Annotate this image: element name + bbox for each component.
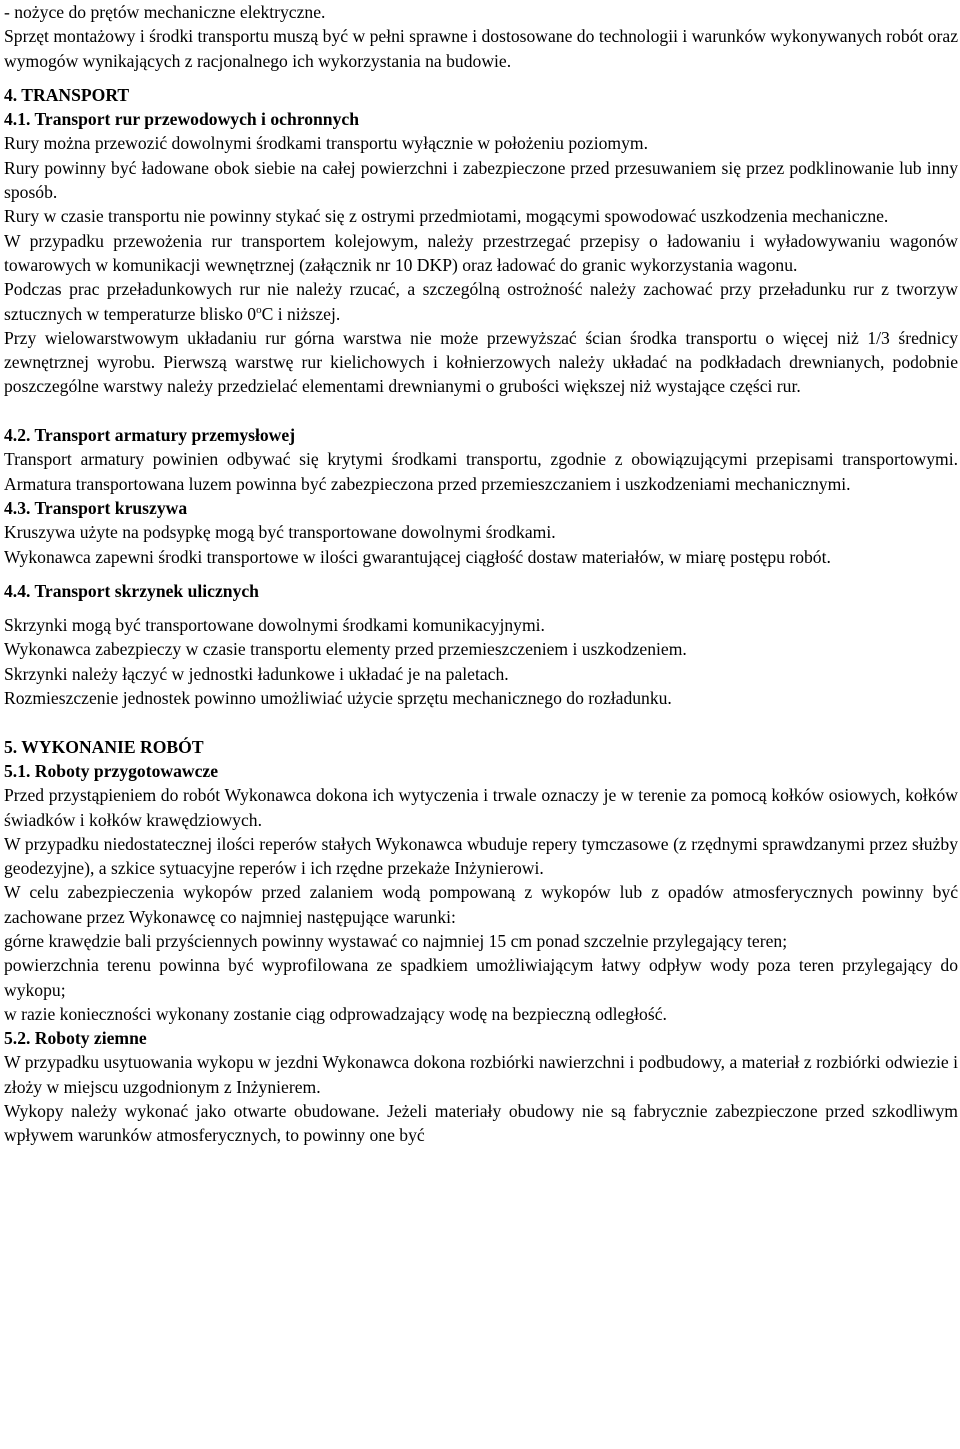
- paragraph-aggregate-2: Wykonawca zapewni środki transportowe w ilości gwarantującej ciągłość dostaw materiałów, w miarę postępu robót.: [4, 546, 831, 567]
- paragraph-boxes-2: Wykonawca zabezpieczy w czasie transportu elementy przed przemieszczeniem i uszkodzeniem.: [4, 639, 687, 660]
- paragraph-pipes-rail: W przypadku przewożenia rur transportem kolejowym, należy przestrzegać przepisy o ładowaniu i wyładowywaniu wagonów towarowych w komunikacji wewnętrznej (załącznik nr 10 DKP) oraz ładować do granic wykorzystania wagonu.: [4, 230, 958, 275]
- paragraph-pipes-loading: Rury powinny być ładowane obok siebie na całej powierzchni i zabezpieczone przed przesuwaniem się przez podklinowanie lub inny sposób.: [4, 157, 958, 203]
- paragraph-aggregate-1: Kruszywa użyte na podsypkę mogą być transportowane dowolnymi środkami.: [4, 522, 556, 543]
- paragraph-boxes-1: Skrzynki mogą być transportowane dowolnymi środkami komunikacyjnymi.: [4, 615, 545, 636]
- degree-sup: o: [256, 303, 262, 316]
- paragraph-trench-casing: Wykopy należy wykonać jako otwarte obudowane. Jeżeli materiały obudowy nie są fabrycznie zabezpieczone przed szkodliwym wpływem warunków atmosferycznych, to powinny one być: [4, 1101, 958, 1146]
- paragraph-staking: Przed przystąpieniem do robót Wykonawca dokona ich wytyczenia i trwale oznaczy je w terenie za pomocą kołków osiowych, kołków świadków i kołków krawędziowych.: [4, 785, 958, 830]
- paragraph-road-trench: W przypadku usytuowania wykopu w jezdni Wykonawca dokona rozbiórki nawierzchni i podbudowy, a materiał z rozbiórki odwiezie i złoży w miejscu uzgodnionym z Inżynierem.: [4, 1052, 958, 1097]
- paragraph-boxes-3: Skrzynki należy łączyć w jednostki ładunkowe i układać je na paletach.: [4, 663, 509, 684]
- paragraph-pipes-sharp-objects: Rury w czasie transportu nie powinny stykać się z ostrymi przedmiotami, mogącymi spowodować uszkodzenia mechaniczne.: [4, 206, 889, 227]
- heading-boxes-transport: 4.4. Transport skrzynek ulicznych: [4, 580, 259, 601]
- paragraph-equipment: Sprzęt montażowy i środki transportu muszą być w pełni sprawne i dostosowane do technologii i warunków wykonywanych robót oraz wymogów wynikających z racjonalnego ich wykorzystania na budowie.: [4, 26, 958, 71]
- paragraph-valves: Transport armatury powinien odbywać się krytymi środkami transportu, zgodnie z obowiązującymi przepisami transportowymi. Armatura transportowana luzem powinna być zabezpieczona przed przemieszczaniem i uszkodzeniami mechanicznymi.: [4, 449, 958, 494]
- heading-transport: 4. TRANSPORT: [4, 84, 130, 105]
- paragraph-condition-1: górne krawędzie bali przyściennych powinny wystawać co najmniej 15 cm ponad szczelnie przylegający teren;: [4, 930, 788, 951]
- heading-valves-transport: 4.2. Transport armatury przemysłowej: [4, 425, 296, 446]
- paragraph-tools: - nożyce do prętów mechaniczne elektryczne.: [4, 2, 326, 22]
- paragraph-boxes-4: Rozmieszczenie jednostek powinno umożliwiać użycie sprzętu mechanicznego do rozładunku.: [4, 688, 672, 709]
- paragraph-pipes-horizontal: Rury można przewozić dowolnymi środkami transportu wyłącznie w położeniu poziomym.: [4, 133, 648, 154]
- heading-preparatory-works: 5.1. Roboty przygotowawcze: [4, 760, 219, 781]
- reloading-text-b: C i niższej.: [261, 303, 341, 324]
- heading-earthworks: 5.2. Roboty ziemne: [4, 1028, 147, 1049]
- document-page: [4, 0, 958, 1148]
- paragraph-condition-2: powierzchnia terenu powinna być wyprofilowana ze spadkiem umożliwiającym łatwy odpływ wody poza teren przylegający do wykopu;: [4, 955, 958, 1000]
- heading-aggregate-transport: 4.3. Transport kruszywa: [4, 497, 188, 518]
- heading-pipes-transport: 4.1. Transport rur przewodowych i ochronnych: [4, 109, 359, 130]
- paragraph-benchmarks: W przypadku niedostatecznej ilości reperów stałych Wykonawca wbuduje repery tymczasowe (z rzędnymi sprawdzanymi przez służby geodezyjne), a szkice sytuacyjne reperów i ich rzędne przekaże Inżynierowi.: [4, 833, 958, 879]
- paragraph-pipes-reloading: [4, 277, 958, 326]
- paragraph-pipes-layers: Przy wielowarstwowym układaniu rur górna warstwa nie może przewyższać ścian środka transportu o więcej niż 1/3 średnicy zewnętrznej wyrobu. Pierwszą warstwę rur kielichowych i kołnierzowych należy układać na podkładach drewnianych, podobnie poszczególne warstwy należy przedzielać elementami drewnianymi o grubości większej niż wystające części rur.: [4, 327, 958, 397]
- paragraph-trench-protection: W celu zabezpieczenia wykopów przed zalaniem wodą pompowaną z wykopów lub z opadów atmosferycznych powinny być zachowane przez Wykonawcę co najmniej następujące warunki:: [4, 882, 958, 927]
- paragraph-condition-3: w razie konieczności wykonany zostanie ciąg odprowadzający wodę na bezpieczną odległość.: [4, 1003, 667, 1024]
- reloading-text-a: Podczas prac przeładunkowych rur nie należy rzucać, a szczególną ostrożność należy zachować przy przeładunku rur z tworzyw sztucznych w temperaturze blisko 0: [4, 279, 958, 324]
- heading-works-execution: 5. WYKONANIE ROBÓT: [4, 736, 204, 757]
